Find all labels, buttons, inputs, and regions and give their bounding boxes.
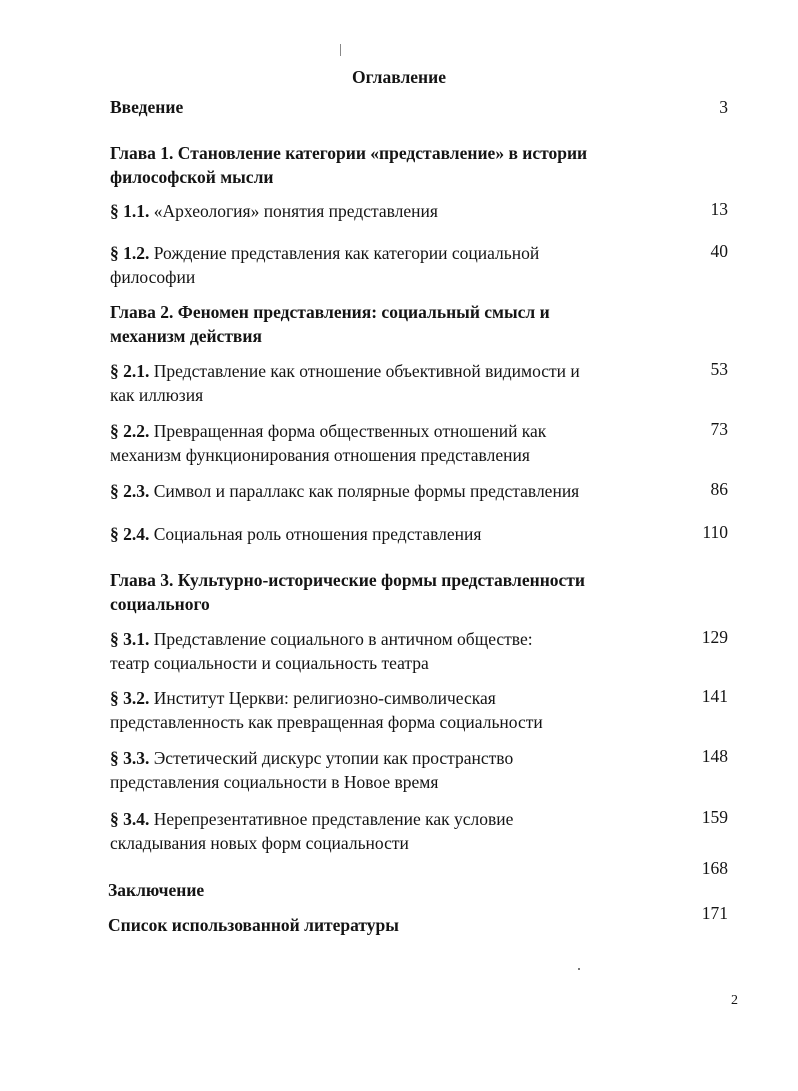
section-title: Рождение представления как категории социальной — [149, 243, 540, 263]
section-title: Превращенная форма общественных отношений как — [149, 421, 547, 441]
section-2-3 — [110, 479, 579, 503]
intro-page: 3 — [719, 97, 728, 117]
section-number: § 3.4. — [110, 809, 150, 829]
section-2-2-page: 73 — [710, 419, 728, 439]
intro-label: Введение — [110, 97, 184, 117]
section-2-1-page: 53 — [710, 359, 728, 379]
conclusion-label: Заключение — [108, 880, 205, 900]
section-1-1 — [110, 199, 438, 223]
section-title: «Археология» понятия представления — [149, 201, 438, 221]
section-number: § 2.2. — [110, 421, 150, 441]
section-2-3-page: 86 — [710, 479, 728, 499]
chapter-1-heading — [110, 141, 587, 189]
chapter-3-heading — [110, 568, 585, 616]
section-2-1 — [110, 359, 580, 407]
section-3-4-page: 159 — [701, 807, 728, 827]
section-number: § 1.2. — [110, 243, 150, 263]
section-2-4 — [110, 522, 481, 546]
bibliography-label: Список использованной литературы — [108, 915, 399, 935]
chapter-1-line2: философской мысли — [110, 167, 274, 187]
section-1-1-page: 13 — [710, 199, 728, 219]
chapter-3-line2: социального — [110, 594, 210, 614]
scan-artifact-top — [340, 44, 341, 56]
chapter-2-line2: механизм действия — [110, 326, 262, 346]
section-title-cont: представленность как превращенная форма социальности — [110, 712, 543, 732]
section-number: § 3.2. — [110, 688, 150, 708]
section-title-cont: как иллюзия — [110, 385, 204, 405]
section-title: Представление социального в античном обществе: — [149, 629, 533, 649]
section-title: Символ и параллакс как полярные формы представления — [149, 481, 580, 501]
page-number: 2 — [731, 993, 738, 1008]
section-2-2 — [110, 419, 546, 467]
section-1-2-page: 40 — [710, 241, 728, 261]
section-title-cont: складывания новых форм социальности — [110, 833, 409, 853]
section-1-2 — [110, 241, 539, 289]
section-3-4 — [110, 807, 513, 855]
section-2-4-page: 110 — [702, 522, 728, 542]
section-title: Институт Церкви: религиозно-символическая — [149, 688, 496, 708]
section-title: Социальная роль отношения представления — [149, 524, 482, 544]
chapter-3-line1: Глава 3. Культурно-исторические формы представленности — [110, 570, 585, 590]
section-number: § 3.3. — [110, 748, 150, 768]
section-3-2 — [110, 686, 543, 734]
section-3-3-page: 148 — [701, 746, 728, 766]
chapter-2-line1: Глава 2. Феномен представления: социальный смысл и — [110, 302, 550, 322]
section-title-cont: представления социальности в Новое время — [110, 772, 439, 792]
section-number: § 2.1. — [110, 361, 150, 381]
section-title-cont: механизм функционирования отношения представления — [110, 445, 530, 465]
section-title-cont: философии — [110, 267, 196, 287]
conclusion-page: 168 — [701, 858, 728, 878]
section-title: Эстетический дискурс утопии как пространство — [149, 748, 514, 768]
section-3-1 — [110, 627, 533, 675]
chapter-2-heading — [110, 300, 550, 348]
section-3-2-page: 141 — [701, 686, 728, 706]
section-title-cont: театр социальности и социальность театра — [110, 653, 429, 673]
section-number: § 2.4. — [110, 524, 150, 544]
section-number: § 1.1. — [110, 201, 150, 221]
section-title: Представление как отношение объективной видимости и — [149, 361, 580, 381]
page-title: Оглавление — [352, 67, 446, 87]
bibliography-page: 171 — [701, 903, 728, 923]
section-number: § 3.1. — [110, 629, 150, 649]
chapter-1-line1: Глава 1. Становление категории «представление» в истории — [110, 143, 588, 163]
section-3-1-page: 129 — [701, 627, 728, 647]
section-title: Нерепрезентативное представление как условие — [149, 809, 514, 829]
section-3-3 — [110, 746, 513, 794]
section-number: § 2.3. — [110, 481, 150, 501]
scan-artifact-bottom — [578, 968, 580, 970]
